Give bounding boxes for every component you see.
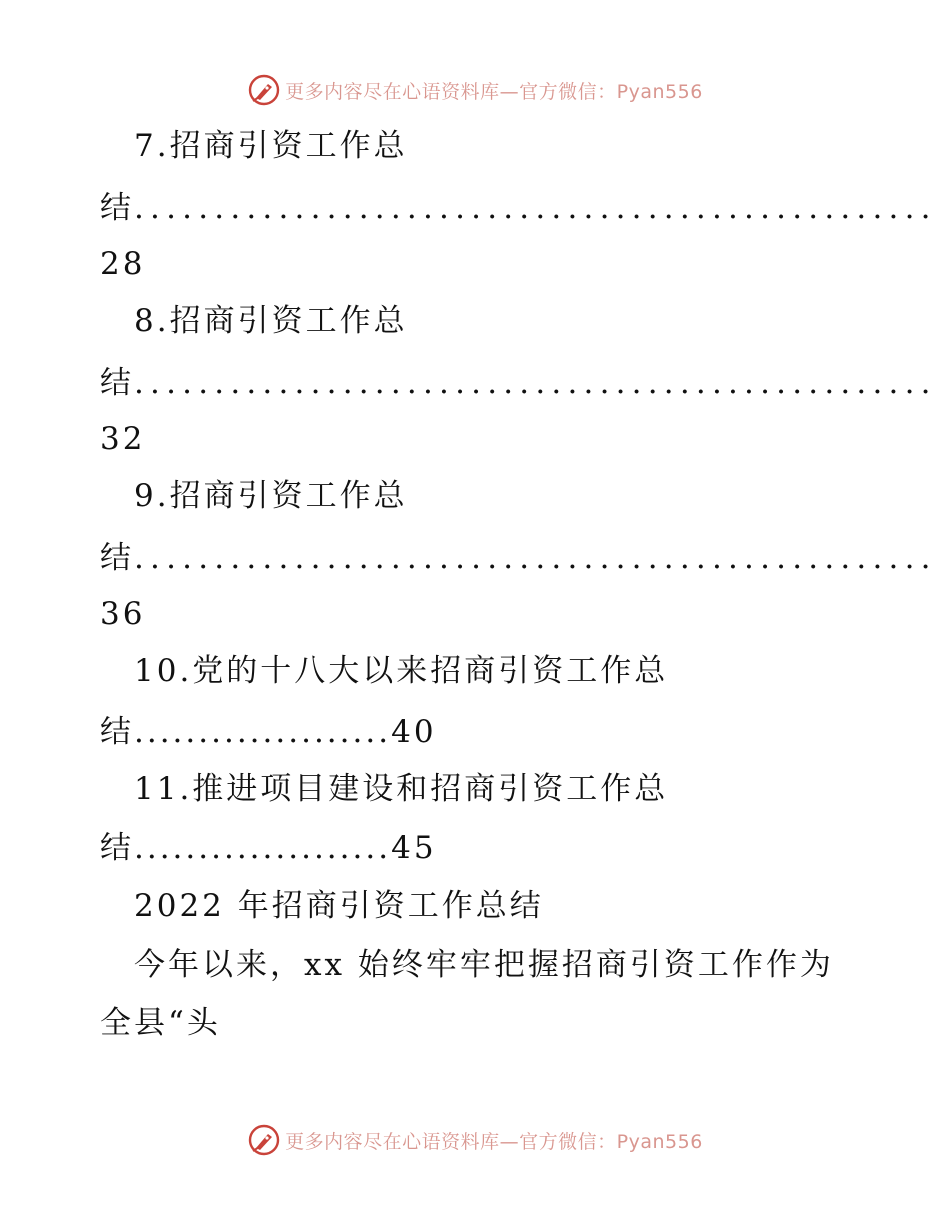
toc-entry-leader (100, 712, 437, 752)
header-watermark (0, 72, 950, 108)
toc-entry-continuation: 结 (100, 540, 134, 576)
section-heading: 2022 年招商引资工作总结 (134, 888, 544, 924)
paragraph-line: 今年以来，xx 始终牢牢把握招商引资工作作为 (134, 947, 834, 983)
footer-watermark (0, 1122, 950, 1158)
toc-page-number: 36 (100, 596, 146, 632)
toc-entry-continuation: 结 (100, 830, 134, 866)
pen-nib-icon (247, 73, 281, 107)
watermark-text: 更多内容尽在心语资料库—官方微信：Pyan556 (285, 1130, 703, 1153)
toc-dot-leader: .................................................. (134, 365, 937, 401)
toc-entry-title: 9.招商引资工作总 (134, 478, 408, 514)
watermark-text: 更多内容尽在心语资料库—官方微信：Pyan556 (285, 80, 703, 103)
toc-page-number: 45 (391, 830, 437, 866)
toc-entry-leader (100, 538, 937, 578)
toc-dot-leader: .................................................. (134, 190, 937, 226)
toc-entry-continuation: 结 (100, 190, 134, 226)
toc-entry-leader (100, 363, 937, 403)
toc-entry-title: 10.党的十八大以来招商引资工作总 (134, 653, 669, 689)
toc-page-number: 40 (391, 714, 437, 750)
toc-entry-title: 11.推进项目建设和招商引资工作总 (134, 771, 669, 807)
toc-entry-continuation: 结 (100, 714, 134, 750)
pen-nib-icon (247, 1123, 281, 1157)
toc-entry-title: 8.招商引资工作总 (134, 303, 408, 339)
toc-page-number: 28 (100, 246, 146, 282)
toc-entry-leader (100, 828, 437, 868)
toc-page-number: 32 (100, 421, 146, 457)
toc-dot-leader: .................... (134, 714, 392, 750)
toc-dot-leader: .................... (134, 830, 392, 866)
toc-entry-continuation: 结 (100, 365, 134, 401)
toc-entry-title: 7.招商引资工作总 (134, 128, 408, 164)
paragraph-line: 全县“头 (100, 1005, 221, 1041)
toc-dot-leader: .................................................. (134, 540, 937, 576)
toc-entry-leader (100, 188, 937, 228)
